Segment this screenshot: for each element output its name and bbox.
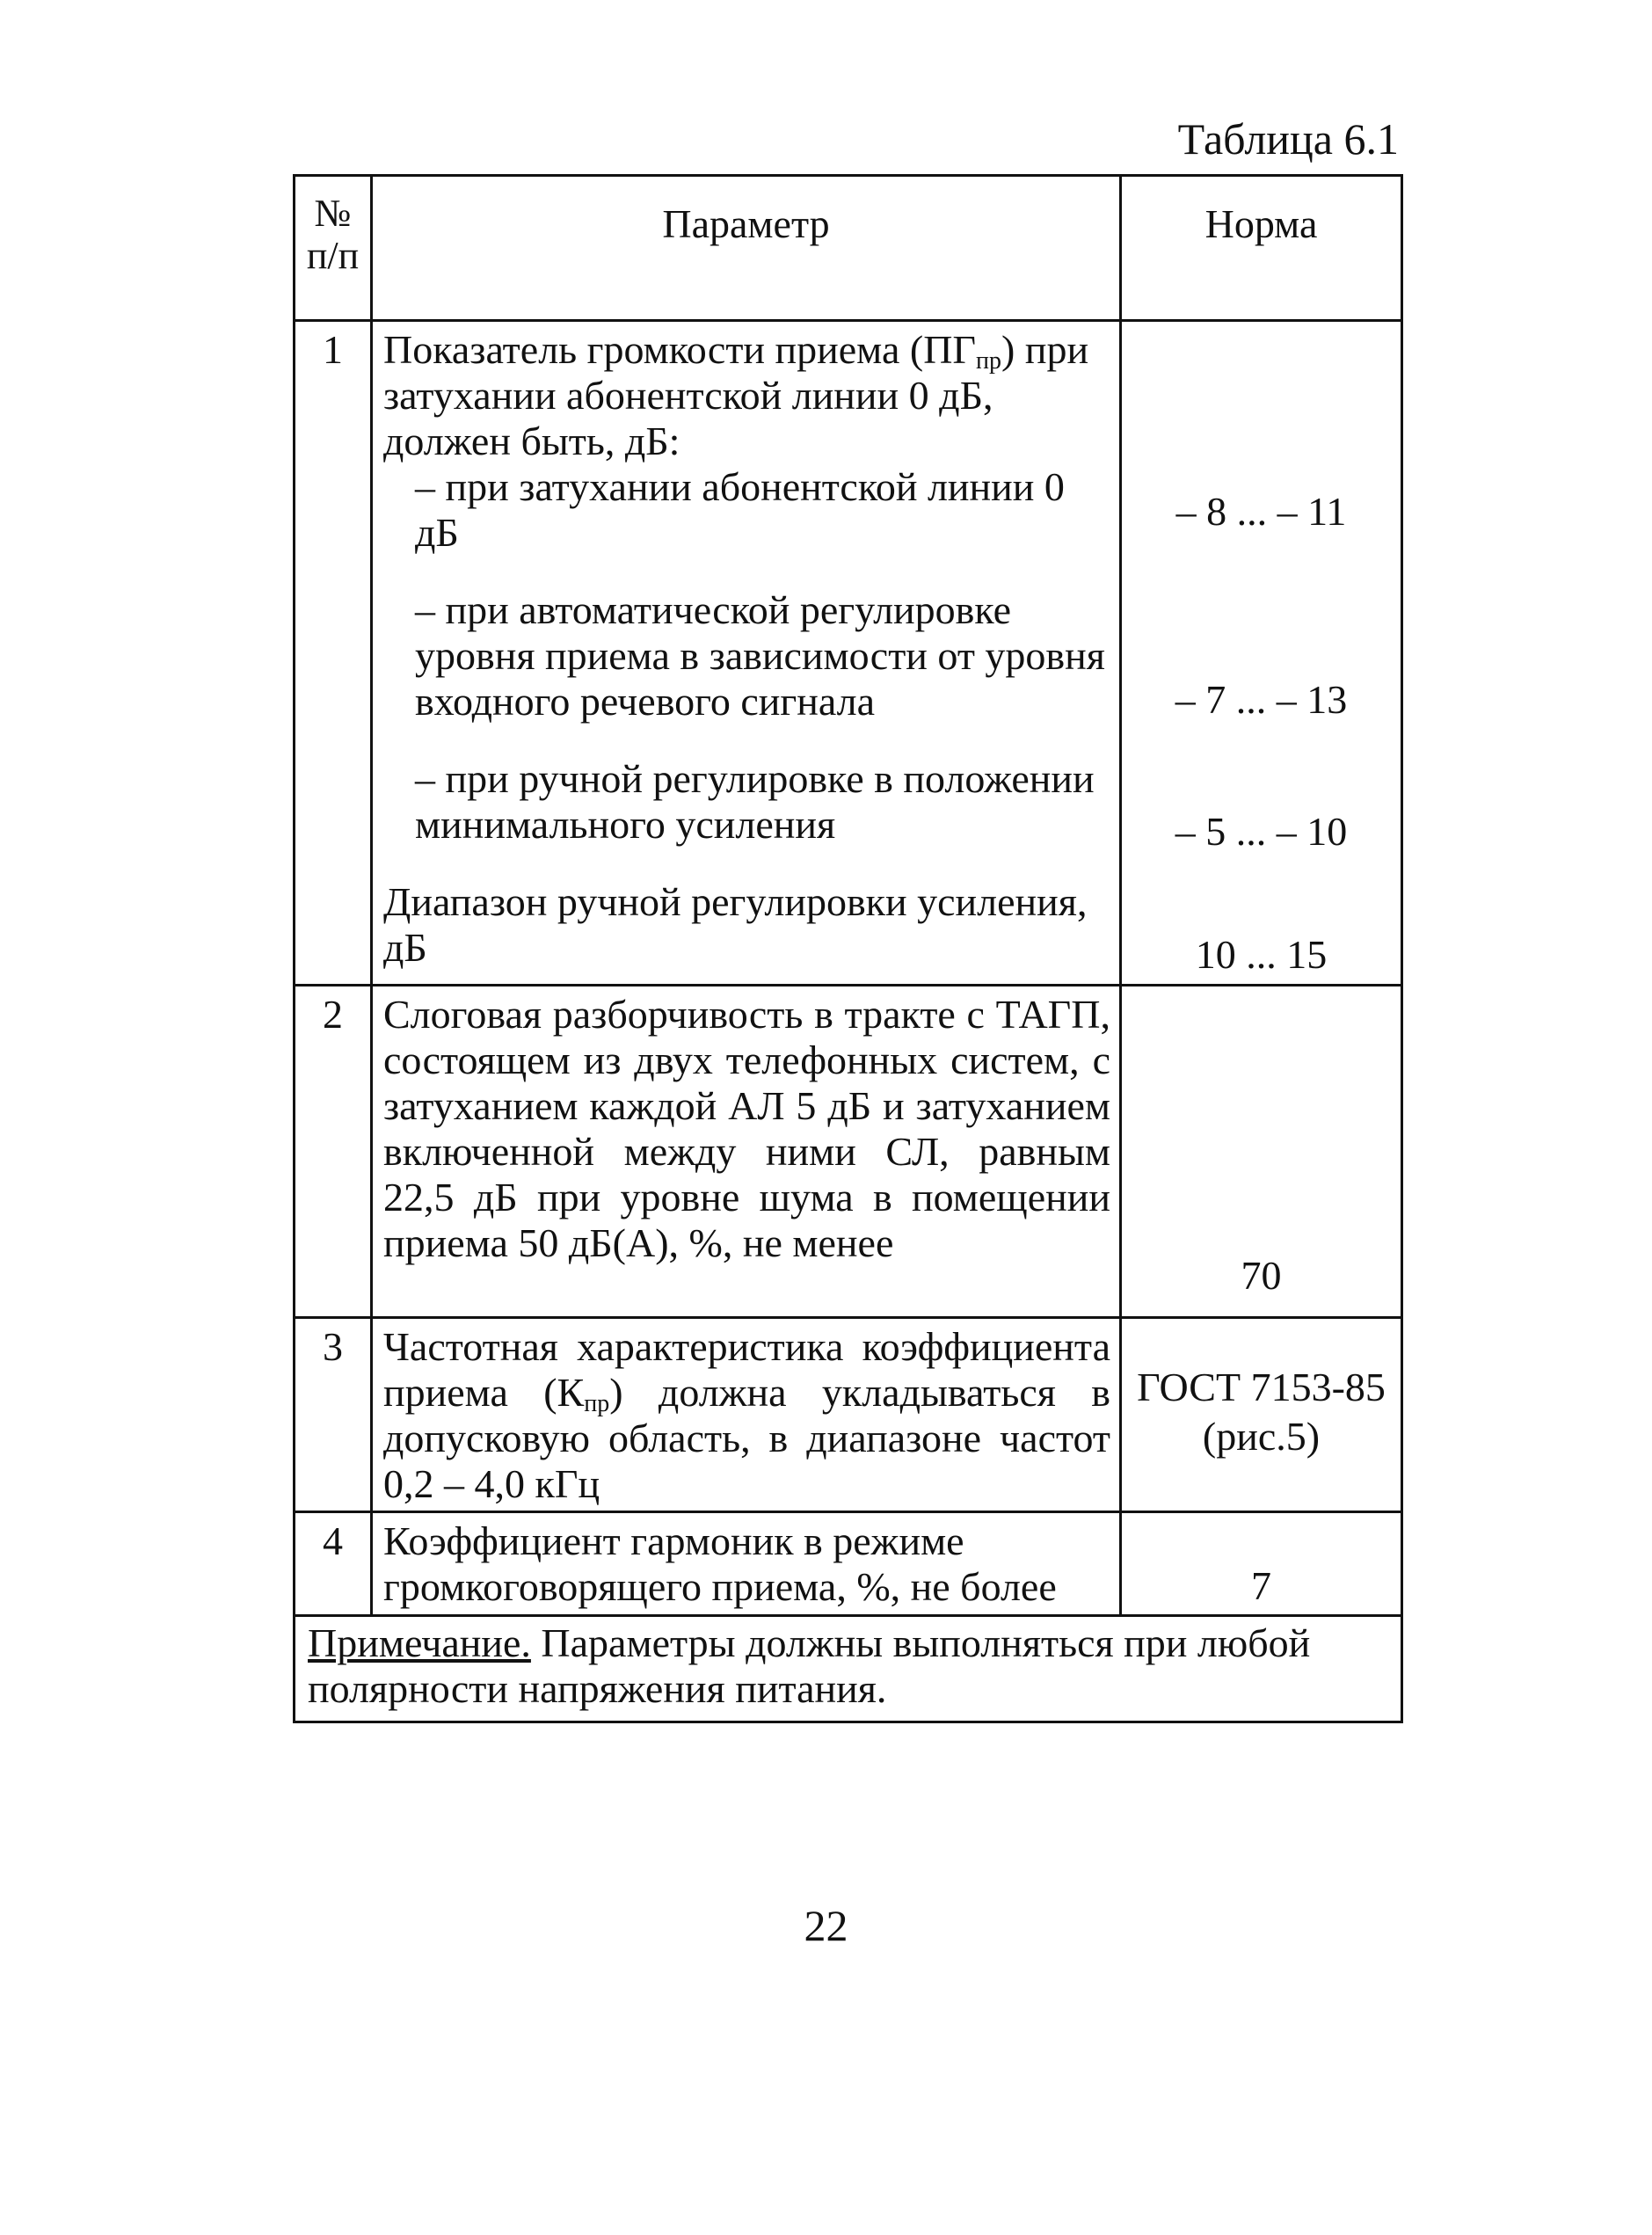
row-1-item-1: – при затухании абонентской линии 0 дБ: [415, 464, 1065, 555]
header-norm: Норма: [1121, 176, 1402, 321]
row-number: 3: [295, 1318, 372, 1512]
norm-value-2: – 7 ... – 13: [1175, 677, 1348, 722]
row-norm: [1121, 1512, 1402, 1616]
header-parameter: Параметр: [372, 176, 1121, 321]
table-header-row: [295, 176, 1402, 321]
table-row: [295, 1318, 1402, 1512]
row-parameter: Коэффициент гармоник в режиме громкоговорящего приема, %, не более: [372, 1512, 1121, 1616]
table-caption: Таблица 6.1: [1177, 114, 1399, 164]
row-norm: [1121, 1318, 1402, 1512]
note-text: Параметры должны выполняться при любой полярности напряжения питания.: [308, 1620, 1311, 1711]
row-1-item-4: Диапазон ручной регулировки усиления, дБ: [383, 879, 1088, 970]
row-norm: [1121, 321, 1402, 986]
row-number: 2: [295, 986, 372, 1318]
table-note-row: [295, 1616, 1402, 1722]
norm-value-3: – 5 ... – 10: [1175, 809, 1348, 854]
header-number-abbrev: п/п: [306, 234, 360, 277]
row-norm: [1121, 986, 1402, 1318]
table-row: [295, 1512, 1402, 1616]
norm-value: [1122, 1319, 1401, 1461]
row-1-item-3: – при ручной регулировке в положении минимального усиления: [415, 756, 1095, 847]
note-label: Примечание.: [308, 1620, 531, 1665]
norm-value-4: 10 ... 15: [1195, 932, 1328, 977]
parameters-table: [293, 174, 1403, 1723]
row-parameter: [372, 321, 1121, 986]
norm-figure-ref: (рис.5): [1202, 1414, 1321, 1459]
row-number: 4: [295, 1512, 372, 1616]
row-parameter: Частотная характеристика коэффициента приема $(К_{пр})$ должна укладываться в допусковую область, в диапазоне частот 0,2 – 4,0 кГц: [372, 1318, 1121, 1512]
norm-value: 7: [1251, 1563, 1271, 1608]
norm-standard: ГОСТ 7153-85: [1137, 1365, 1386, 1409]
row-1-item-2: – при автоматической регулировке уровня приема в зависимости от уровня входного речевого сигнала: [415, 587, 1105, 724]
row-number: 1: [295, 321, 372, 986]
norm-value-1: – 8 ... – 11: [1175, 489, 1347, 534]
row-1-intro: Показатель громкости приема $(ПГ_{пр})$ при затухании абонентской линии 0 дБ, должен быть, дБ:: [383, 327, 1089, 463]
norm-value: 70: [1241, 1253, 1282, 1298]
header-number: [295, 176, 372, 321]
table-row: [295, 986, 1402, 1318]
page-number: 22: [804, 1901, 848, 1950]
header-number-symbol: №: [314, 192, 352, 235]
table-note: [295, 1616, 1402, 1722]
row-parameter: Слоговая разборчивость в тракте с ТАГП, состоящем из двух телефонных систем, с затуханием каждой АЛ 5 дБ и затуханием включенной между ними СЛ, равным 22,5 дБ при уровне шума в помещении приема 50 дБ(А), %, не менее: [372, 986, 1121, 1318]
table-row: [295, 321, 1402, 986]
